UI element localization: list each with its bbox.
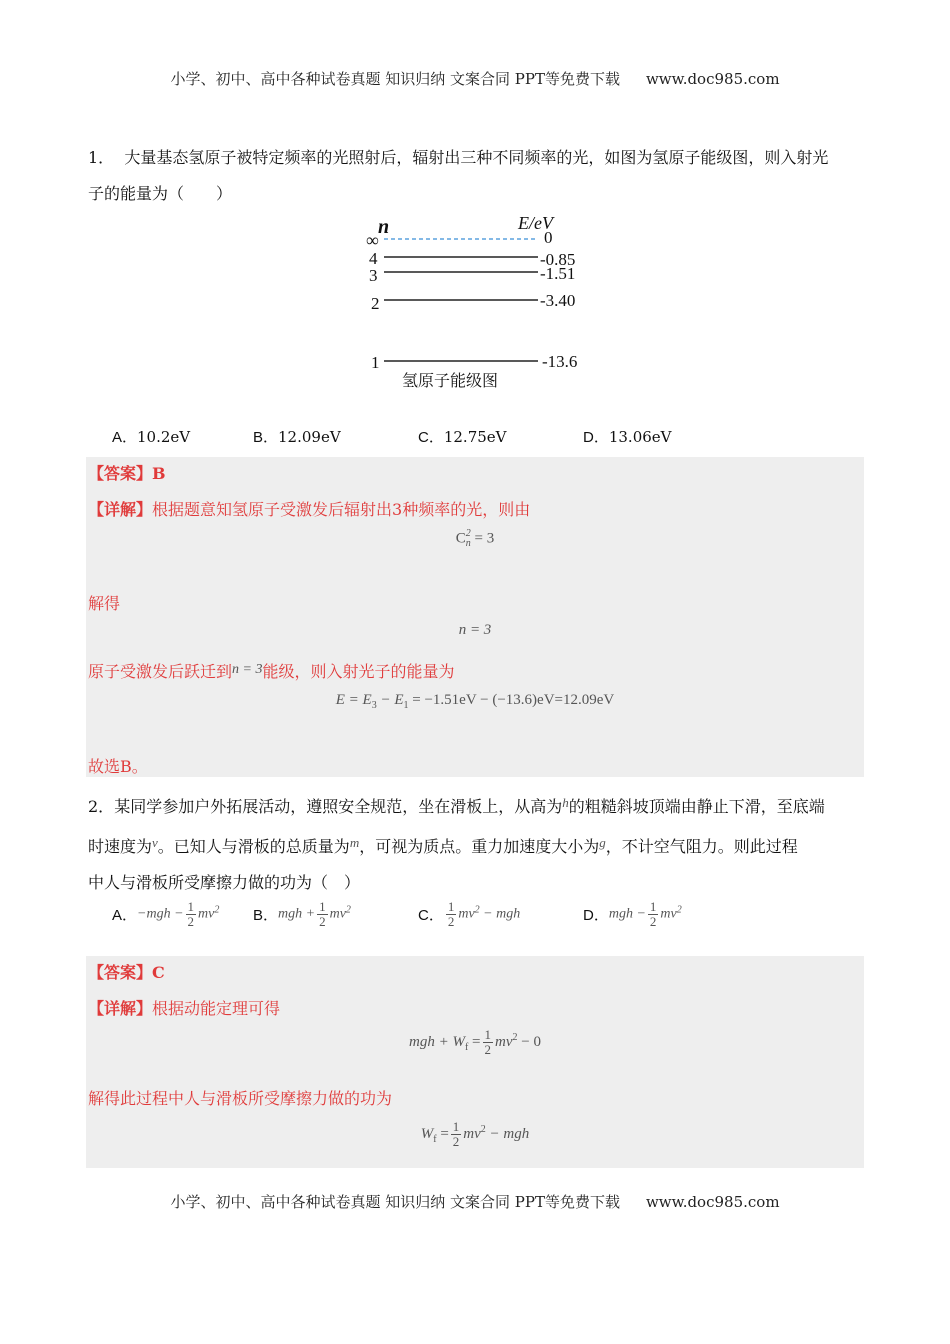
header-site: www.doc985.com <box>645 70 780 88</box>
q2-line2-m: m <box>349 835 360 850</box>
q1-line3-b: 能级，则入射光子的能量为 <box>262 662 455 681</box>
level-e-4: -0.85 <box>540 250 576 269</box>
q2-detail-text: 根据动能定理可得 <box>152 999 281 1018</box>
q2-line2-b: 。已知人与滑板的总质量为 <box>157 837 350 856</box>
level-e-inf: 0 <box>544 228 553 247</box>
q1-eq1-sub: n <box>465 538 471 549</box>
q1-eq3 <box>86 692 864 711</box>
level-n-4: 4 <box>369 249 378 268</box>
q1-option-b-label: B． <box>253 429 279 446</box>
q1-answer-box <box>86 457 864 777</box>
q2-eq2-sub: f <box>433 1133 437 1145</box>
q1-option-c-label: C． <box>418 429 444 446</box>
q1-option-d-text: 13.06eV <box>608 428 672 446</box>
q2-answer: 【答案】C <box>88 963 165 982</box>
q2-line2-d: ，不计空气阻力。则此过程 <box>605 837 798 856</box>
q2-option-d[interactable] <box>583 900 682 929</box>
q2-option-b-post: mv <box>329 906 346 922</box>
q2-detail-tag: 【详解】 <box>88 999 153 1018</box>
q1-line1: 大量基态氢原子被特定频率的光照射后，辐射出三种不同频率的光，如图为氢原子能级图，则入射光 <box>124 148 829 167</box>
q1-solve: 解得 <box>88 594 121 613</box>
q2-answer-box <box>86 956 864 1168</box>
q2-eq1-d: − 0 <box>517 1034 541 1050</box>
q2-eq2-a: W <box>420 1126 434 1142</box>
q2-line3: 中人与滑板所受摩擦力做的功为（ ） <box>88 873 361 892</box>
q2-option-b-pre: mgh + <box>278 906 316 922</box>
q1-option-b-text: 12.09eV <box>278 428 341 446</box>
q1-eq3-a: E = E <box>335 692 372 708</box>
q2-stem <box>88 785 863 901</box>
q1-eq3-sub1: 3 <box>371 700 377 711</box>
q1-option-d-label: D． <box>583 429 609 446</box>
q2-option-c-sup: 2 <box>474 904 480 916</box>
q2-line2-v: v <box>152 835 158 850</box>
energy-level-diagram <box>360 206 600 392</box>
level-e-2: -3.40 <box>540 291 576 310</box>
q2-line1-h: h <box>562 795 569 810</box>
q1-detail-tag: 【详解】 <box>88 500 153 519</box>
page-header <box>0 68 950 89</box>
q1-eq3-b: − E <box>376 692 404 708</box>
q2-option-b-den: 2 <box>319 914 326 929</box>
q1-conclusion: 故选B。 <box>88 757 148 776</box>
q1-line3-a: 原子受激发后跃迁到 <box>88 662 233 681</box>
q2-eq1-b: = <box>468 1034 481 1050</box>
q2-eq1 <box>86 1028 864 1057</box>
q1-number: 1． <box>88 148 115 167</box>
q2-line1-b: 的粗糙斜坡顶端由静止下滑，至底端 <box>568 797 825 816</box>
q2-eq1-den: 2 <box>484 1042 492 1057</box>
q2-option-a-label: A． <box>112 907 138 924</box>
q1-line3-math: n = 3 <box>232 662 263 677</box>
level-n-inf: ∞ <box>366 230 379 250</box>
q1-eq3-sub2: 1 <box>403 700 409 711</box>
q1-answer: 【答案】B <box>88 464 166 483</box>
diagram-e-label: E/eV <box>518 213 553 233</box>
q2-option-a-post: mv <box>198 906 215 922</box>
q1-eq3-c: = −1.51eV − (−13.6)eV=12.09eV <box>408 692 615 708</box>
q2-option-c-label: C． <box>418 907 444 924</box>
q2-option-b-sup: 2 <box>345 904 351 916</box>
q1-eq2: n = 3 <box>458 622 492 638</box>
q2-line2-g: g <box>599 835 606 850</box>
q2-line-solve: 解得此过程中人与滑板所受摩擦力做的功为 <box>88 1089 393 1108</box>
q1-option-a[interactable] <box>112 426 190 447</box>
q2-option-c-num: 1 <box>447 899 455 914</box>
footer-site: www.doc985.com <box>645 1193 780 1211</box>
q1-option-d[interactable] <box>583 426 672 447</box>
q2-eq2-d: − mgh <box>485 1126 530 1142</box>
q2-option-d-num: 1 <box>649 899 657 914</box>
q2-option-d-pre: mgh − <box>608 906 646 922</box>
q2-number: 2． <box>88 797 115 816</box>
level-e-1: -13.6 <box>542 352 578 371</box>
q1-line2: 子的能量为（ ） <box>88 184 233 203</box>
q2-eq2-num: 1 <box>452 1119 460 1134</box>
q2-eq2-sup: 2 <box>480 1123 486 1135</box>
q2-option-b-label: B． <box>253 907 279 924</box>
q2-option-c-tail: − mgh <box>479 906 521 922</box>
q2-option-a[interactable] <box>112 900 219 929</box>
q1-eq1-rest: = 3 <box>474 530 495 547</box>
diagram-caption: 氢原子能级图 <box>402 371 499 390</box>
q2-eq1-num: 1 <box>484 1027 492 1042</box>
header-text: 小学、初中、高中各种试卷真题 知识归纳 文案合同 PPT等免费下载 <box>170 70 620 88</box>
q2-eq2 <box>86 1120 864 1149</box>
q1-option-a-label: A． <box>112 429 138 446</box>
q2-option-b[interactable] <box>253 900 351 929</box>
q2-option-d-label: D． <box>583 907 609 924</box>
q1-option-a-text: 10.2eV <box>137 428 191 446</box>
q1-option-c[interactable] <box>418 426 507 447</box>
q1-option-b[interactable] <box>253 426 341 447</box>
q1-detail <box>88 497 530 520</box>
q2-eq1-c: mv <box>495 1034 513 1050</box>
q2-eq1-a: mgh + W <box>409 1034 465 1050</box>
q1-line3 <box>88 659 454 682</box>
q1-detail-text: 根据题意知氢原子受激发后辐射出3种频率的光，则由 <box>152 500 531 519</box>
level-n-1: 1 <box>371 353 380 372</box>
q2-option-c-den: 2 <box>447 914 455 929</box>
q2-line1-a: 某同学参加户外拓展活动，遵照安全规范，坐在滑板上，从高为 <box>114 797 563 816</box>
q2-option-a-pre: −mgh − <box>137 906 184 922</box>
q2-eq1-sub: f <box>464 1041 469 1053</box>
q2-option-d-post: mv <box>660 906 677 922</box>
q1-stem <box>88 140 863 212</box>
q2-option-a-den: 2 <box>187 914 195 929</box>
q2-option-c-post: mv <box>458 906 475 922</box>
q2-option-a-sup: 2 <box>214 904 220 916</box>
q1-eq1-c: C <box>455 530 466 547</box>
q2-eq2-den: 2 <box>452 1134 460 1149</box>
q2-option-c[interactable] <box>418 900 520 929</box>
q2-eq2-c: mv <box>463 1126 481 1142</box>
q1-eq1 <box>86 529 864 549</box>
q2-line2-c: ，可视为质点。重力加速度大小为 <box>359 837 600 856</box>
level-e-3: -1.51 <box>540 264 576 283</box>
q2-detail <box>88 996 280 1019</box>
q1-option-c-text: 12.75eV <box>443 428 507 446</box>
diagram-n-label: n <box>378 216 390 238</box>
q2-line2-a: 时速度为 <box>88 837 153 856</box>
q2-eq1-sup: 2 <box>512 1031 518 1043</box>
q1-eq1-sup: 2 <box>465 528 471 539</box>
level-n-3: 3 <box>369 266 378 285</box>
q2-eq2-b: = <box>436 1126 449 1142</box>
q2-option-d-sup: 2 <box>676 904 682 916</box>
q2-option-d-den: 2 <box>649 914 657 929</box>
footer-text: 小学、初中、高中各种试卷真题 知识归纳 文案合同 PPT等免费下载 <box>170 1193 620 1211</box>
q2-option-b-num: 1 <box>319 899 326 914</box>
level-n-2: 2 <box>371 294 380 313</box>
page-footer <box>0 1191 950 1212</box>
q2-option-a-num: 1 <box>187 899 195 914</box>
